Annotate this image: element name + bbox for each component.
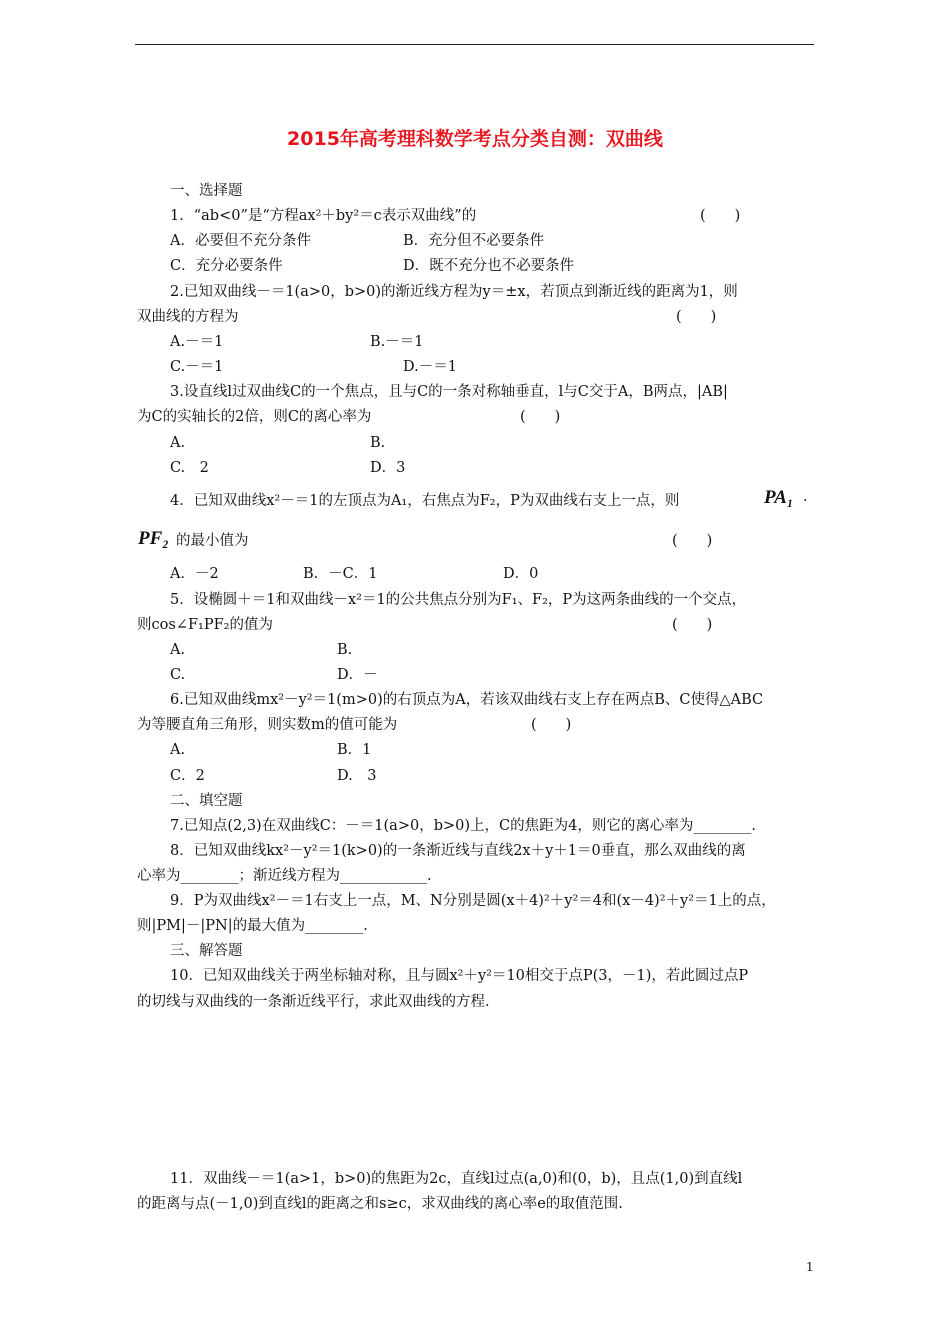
page-title: 2015年高考理科数学考点分类自测：双曲线 xyxy=(287,128,663,150)
q1-option-a: A．必要但不充分条件 xyxy=(170,233,311,249)
q2-option-b: B.－＝1 xyxy=(370,334,424,350)
q8-line1: 8．已知双曲线kx²－y²＝1(k>0)的一条渐近线与直线2x＋y＋1＝0垂直，那么双曲线的离 xyxy=(170,843,746,859)
q2-line1: 2.已知双曲线－＝1(a>0，b>0)的渐近线方程为y＝±x，若顶点到渐近线的距离为1，则 xyxy=(170,284,738,300)
q9-line2: 则|PM|－|PN|的最大值为________. xyxy=(137,918,368,934)
q1-option-d: D．既不充分也不必要条件 xyxy=(403,258,575,274)
q2-line2: 双曲线的方程为 xyxy=(137,309,239,325)
section-heading-choice: 一、选择题 xyxy=(170,183,243,199)
q3-option-c: C. 2 xyxy=(170,460,209,476)
q3-option-d: D．3 xyxy=(370,460,406,476)
q4-option-d: D．0 xyxy=(503,566,539,582)
q4-option-a: A．－2 xyxy=(170,566,219,582)
q10-line2: 的切线与双曲线的一条渐近线平行，求此双曲线的方程. xyxy=(137,994,490,1010)
q4-line2: 的最小值为 xyxy=(176,533,249,549)
q3-option-a: A. xyxy=(170,435,186,451)
q4-answer-paren: ( ) xyxy=(672,533,713,549)
section-heading-solve: 三、解答题 xyxy=(170,943,243,959)
q2-option-d: D.－＝1 xyxy=(403,359,457,375)
q6-answer-paren: ( ) xyxy=(531,717,572,733)
q4-option-b: B．－C．1 xyxy=(303,566,378,582)
q10-line1: 10．已知双曲线关于两坐标轴对称，且与圆x²＋y²＝10相交于点P(3，－1)，若此圆过点P xyxy=(170,968,749,984)
q3-option-b: B. xyxy=(370,435,386,451)
q5-answer-paren: ( ) xyxy=(672,617,713,633)
q2-answer-paren: ( ) xyxy=(676,309,717,325)
header-rule xyxy=(135,44,814,45)
q6-line1: 6.已知双曲线mx²－y²＝1(m>0)的右顶点为A，若该双曲线右支上存在两点B、C使得△ABC xyxy=(170,692,764,708)
section-heading-fill: 二、填空题 xyxy=(170,793,243,809)
q6-option-d: D. 3 xyxy=(337,768,377,784)
q7-line1: 7.已知点(2,3)在双曲线C：－＝1(a>0，b>0)上，C的焦距为4，则它的离心率为________. xyxy=(170,818,756,834)
q2-option-a: A.－＝1 xyxy=(170,334,224,350)
dot-product-symbol: · xyxy=(803,493,808,509)
q3-answer-paren: ( ) xyxy=(520,409,561,425)
q1-stem: 1．“ab<0”是“方程ax²＋by²＝c表示双曲线”的 xyxy=(170,208,477,224)
q5-line1: 5．设椭圆＋＝1和双曲线－x²＝1的公共焦点分别为F₁、F₂，P为这两条曲线的一个交点， xyxy=(170,592,747,608)
q11-line2: 的距离与点(－1,0)到直线l的距离之和s≥c，求双曲线的离心率e的取值范围. xyxy=(137,1196,623,1212)
q6-option-c: C．2 xyxy=(170,768,205,784)
vector-pf2: PF₂ xyxy=(138,528,169,549)
q9-line1: 9．P为双曲线x²－＝1右支上一点，M、N分别是圆(x＋4)²＋y²＝4和(x－4)²＋y²＝1上的点， xyxy=(170,893,776,909)
q5-option-a: A. xyxy=(170,642,186,658)
q4-line1: 4．已知双曲线x²－＝1的左顶点为A₁，右焦点为F₂，P为双曲线右支上一点，则 xyxy=(170,493,680,509)
page-number: 1 xyxy=(806,1260,814,1274)
q2-option-c: C.－＝1 xyxy=(170,359,224,375)
q8-line2: 心率为________；渐近线方程为____________. xyxy=(137,868,432,884)
q11-line1: 11．双曲线－＝1(a>1，b>0)的焦距为2c，直线l过点(a,0)和(0，b)，且点(1,0)到直线l xyxy=(170,1171,743,1187)
q5-option-d: D．－ xyxy=(337,667,378,683)
q6-option-b: B．1 xyxy=(337,742,372,758)
vector-pa1: PA₁ xyxy=(764,487,794,508)
q6-line2: 为等腰直角三角形，则实数m的值可能为 xyxy=(137,717,398,733)
q1-answer-paren: ( ) xyxy=(700,208,741,224)
q5-option-c: C. xyxy=(170,667,186,683)
q1-option-b: B．充分但不必要条件 xyxy=(403,233,545,249)
q5-line2: 则cos∠F₁PF₂的值为 xyxy=(137,617,273,633)
q3-line2: 为C的实轴长的2倍，则C的离心率为 xyxy=(137,409,372,425)
q5-option-b: B. xyxy=(337,642,353,658)
q3-line1: 3.设直线l过双曲线C的一个焦点，且与C的一条对称轴垂直，l与C交于A，B两点，|AB| xyxy=(170,384,728,400)
q6-option-a: A. xyxy=(170,742,186,758)
q1-option-c: C．充分必要条件 xyxy=(170,258,283,274)
